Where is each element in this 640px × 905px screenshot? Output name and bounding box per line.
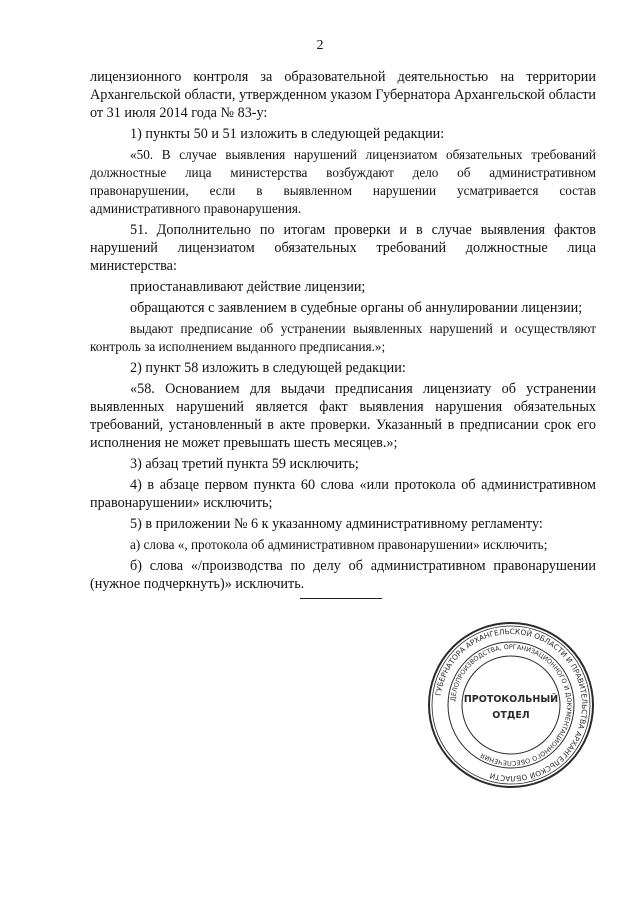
paragraph: «50. В случае выявления нарушений лицензиатом обязательных требований должностные лица министерства возбуждают дело об административном правонарушении, если в выявленном нарушении усматривается состав административного правонарушения. xyxy=(90,147,596,216)
paragraph: 2) пункт 58 изложить в следующей редакции: xyxy=(130,360,406,376)
paragraph: 5) в приложении № 6 к указанному административному регламенту: xyxy=(130,516,543,532)
closing-rule xyxy=(300,598,382,599)
paragraph: 1) пункты 50 и 51 изложить в следующей редакции: xyxy=(130,126,445,142)
paragraph: 51. Дополнительно по итогам проверки и в случае выявления фактов нарушений лицензиатом обязательных требований должностные лица министерства: xyxy=(90,222,596,274)
stamp-outer-text: ГУБЕРНАТОРА АРХАНГЕЛЬСКОЙ ОБЛАСТИ И ПРАВИТЕЛЬСТВА АРХАНГЕЛЬСКОЙ ОБЛАСТИ xyxy=(433,626,590,784)
document-body xyxy=(90,68,596,596)
paragraph: обращаются с заявлением в судебные органы об аннулировании лицензии; xyxy=(130,300,583,316)
paragraph: лицензионного контроля за образовательной деятельностью на территории Архангельской области, утвержденном указом Губернатора Архангельской области от 31 июля 2014 года № 83-у: xyxy=(90,69,596,121)
paragraph: 3) абзац третий пункта 59 исключить; xyxy=(130,456,359,472)
stamp-inner-text: ДЕЛОПРОИЗВОДСТВА, ОРГАНИЗАЦИОННОГО И ДОКУМЕНТАЦИОННОГО ОБЕСПЕЧЕНИЯ xyxy=(449,642,574,768)
paragraph: «58. Основанием для выдачи предписания лицензиату об устранении выявленных нарушений является факт выявления нарушения обязательных требований, установленный в акте проверки. Указанный в предписании срок его исполнения не может превышать шесть месяцев.»; xyxy=(90,381,596,451)
paragraph: 4) в абзаце первом пункта 60 слова «или протокола об административном правонарушении» исключить; xyxy=(90,477,596,511)
paragraph: выдают предписание об устранении выявленных нарушений и осуществляют контроль за исполнением выданного предписания.»; xyxy=(90,321,596,354)
official-stamp xyxy=(426,620,596,790)
stamp-center-title: ПРОТОКОЛЬНЫЙ xyxy=(463,694,559,705)
stamp-center-subtitle: ОТДЕЛ xyxy=(492,710,530,721)
paragraph: а) слова «, протокола об административном правонарушении» исключить; xyxy=(130,537,548,552)
paragraph: приостанавливают действие лицензии; xyxy=(130,279,366,295)
paragraph: б) слова «/производства по делу об административном правонарушении (нужное подчеркнуть)» исключить. xyxy=(90,558,596,592)
page-number: 2 xyxy=(316,38,324,53)
